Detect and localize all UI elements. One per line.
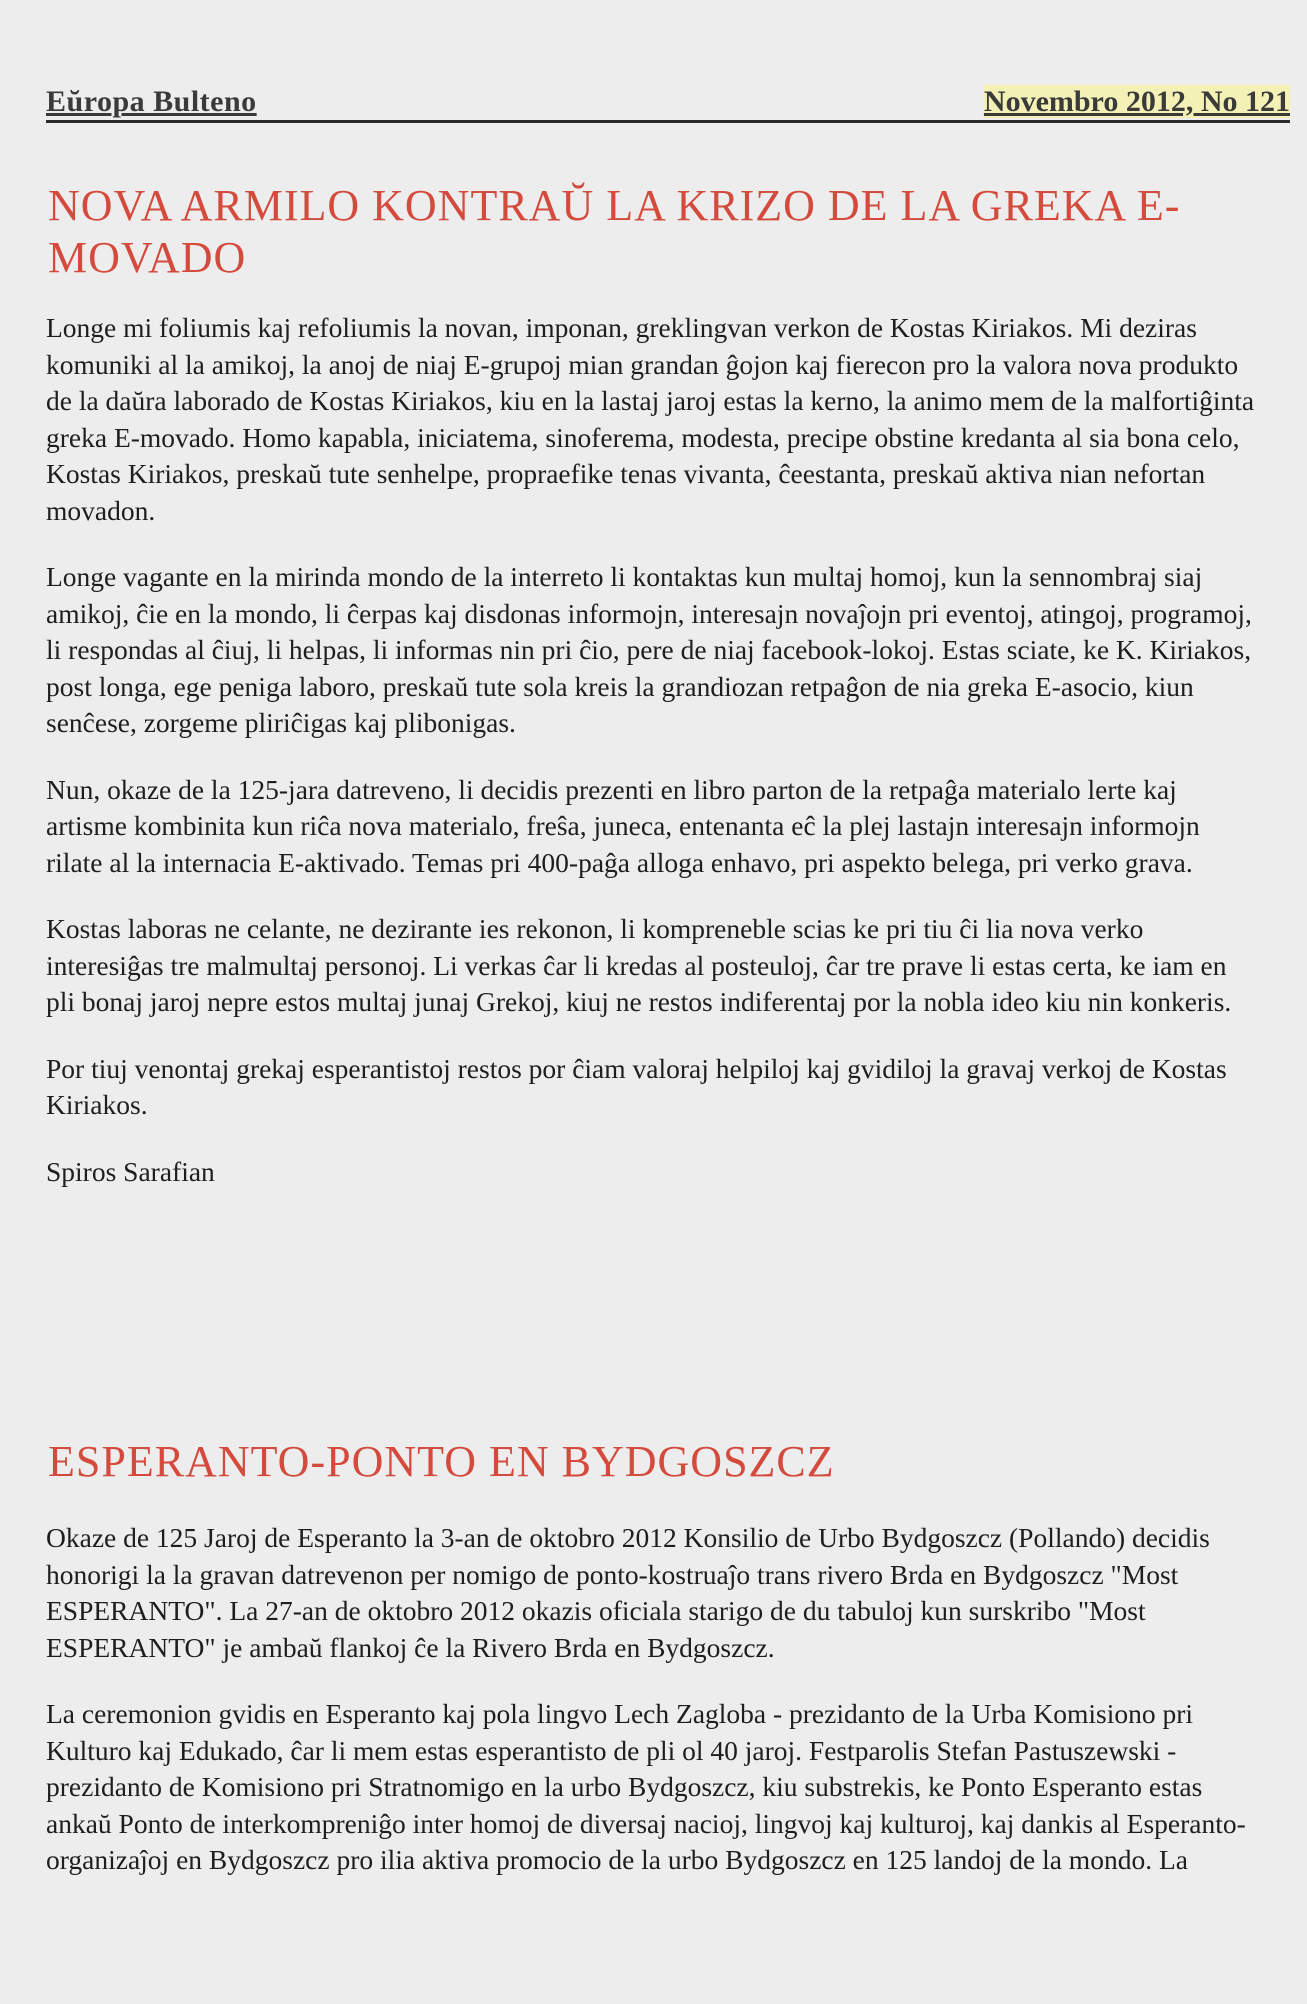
article-signature: Spiros Sarafian (46, 1155, 215, 1187)
article-paragraph: Longe mi foliumis kaj refoliumis la novan, imponan, greklingvan verkon de Kostas Kiriakos. Mi deziras komuniki al la amikoj, la anoj de niaj E-grupoj mian grandan ĝojon kaj fierecon pro la valora nova produkto de la daŭra laborado de Kostas Kiriakos, kiu en la lastaj jaroj estas la kerno, la animo mem de la malfortiĝinta greka E-movado. Homo kapabla, iniciatema, sinoferema, modesta, precipe obstine kredanta al sia bona celo, Kostas Kiriakos, preskaŭ tute senhelpe, propraefike tenas vivanta, ĉeestanta, preskaŭ aktiva nian nefortan movadon. (46, 312, 1255, 526)
page-header (46, 84, 1290, 123)
article-paragraph: Por tiuj venontaj grekaj esperantistoj restos por ĉiam valoraj helpiloj kaj gvidiloj la gravaj verkoj de Kostas Kiriakos. (46, 1052, 1227, 1120)
issue-date-highlight: Novembro 2012, No 121 (983, 85, 1290, 118)
article-paragraph: Okaze de 125 Jaroj de Esperanto la 3-an de oktobro 2012 Konsilio de Urbo Bydgoszcz (Pollando) decidis honorigi la la gravan datrevenon per nomigo de ponto-kostruaĵo trans rivero Brda en Bydgoszcz "Most ESPERANTO". La 27-an de oktobro 2012 okazis oficiala starigo de du tabuloj kun surskribo "Most ESPERANTO" je ambaŭ flankoj ĉe la Rivero Brda en Bydgoszcz. (46, 1522, 1210, 1663)
issue-info (984, 85, 1290, 119)
article-body (46, 310, 1261, 1220)
article-title: ESPERANTO-PONTO EN BYDGOSZCZ (48, 1437, 835, 1486)
article-paragraph: Nun, okaze de la 125-jara datreveno, li decidis prezenti en libro parton de la retpaĝa materialo lerte kaj artisme kombinita kun riĉa nova materialo, freŝa, juneca, entenanta eĉ la plej lastajn interesajn informojn rilate al la internacia E-aktivado. Temas pri 400-paĝa alloga enhavo, pri aspekto belega, pri verko grava. (46, 773, 1200, 878)
article-paragraph: La ceremonion gvidis en Esperanto kaj pola lingvo Lech Zagloba - prezidanto de la Urba Komisiono pri Kulturo kaj Edukado, ĉar li mem estas esperantisto de pli ol 40 jaroj. Festparolis Stefan Pastuszewski - prezidanto de Komisiono pri Stratnomigo en la urbo Bydgoszcz, kiu substrekis, ke Ponto Esperanto estas ankaŭ Ponto de interkompreniĝo inter homoj de diversaj nacioj, lingvoj kaj kulturoj, kaj dankis al Esperanto-organizaĵoj en Bydgoszcz pro ilia aktiva promocio de la urbo Bydgoszcz en 125 landoj de la mondo. La (46, 1698, 1246, 1875)
article-paragraph: Kostas laboras ne celante, ne dezirante ies rekonon, li kompreneble scias ke pri tiu ĉi lia nova verko interesiĝas tre malmultaj personoj. Li verkas ĉar li kredas al posteuloj, ĉar tre prave li estas certa, ke iam en pli bonaj jaroj nepre estos multaj junaj Grekoj, kiuj ne restos indiferentaj por la nobla ideo kiu nin konkeris. (46, 913, 1232, 1017)
article-body (46, 1520, 1261, 1909)
article-paragraph: Longe vagante en la mirinda mondo de la interreto li kontaktas kun multaj homoj, kun la sennombraj siaj amikoj, ĉie en la mondo, li ĉerpas kaj disdonas informojn, interesajn novaĵojn pri eventoj, atingoj, programoj, li respondas al ĉiuj, li helpas, li informas nin pri ĉio, pere de niaj facebook-lokoj. Estas sciate, ke K. Kiriakos, post longa, ege peniga laboro, preskaŭ tute sola kreis la grandiozan retpaĝon de nia greka E-asocio, kiun senĉese, zorgeme pliriĉigas kaj plibonigas. (46, 561, 1252, 738)
publication-name: Eŭropa Bulteno (46, 85, 257, 118)
article-title: NOVA ARMILO KONTRAŬ LA KRIZO DE LA GREKA E-MOVADO (48, 181, 1181, 282)
